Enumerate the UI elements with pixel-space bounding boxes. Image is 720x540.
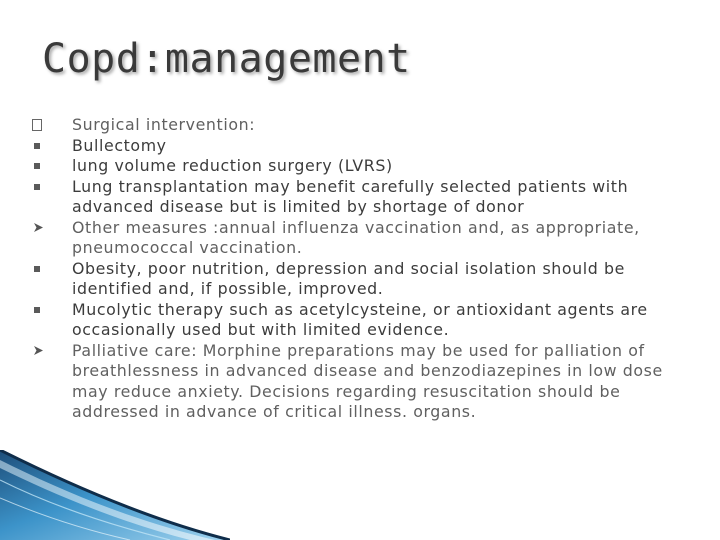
list-item [30, 300, 690, 341]
list-item-text: lung volume reduction surgery (LVRS) [72, 156, 393, 175]
square-bullet-icon [30, 259, 72, 280]
list-item [30, 156, 690, 177]
corner-swoosh-decoration [0, 450, 230, 540]
list-item [30, 177, 690, 218]
box-icon [30, 115, 72, 136]
list-item-text: Surgical intervention: [72, 115, 256, 134]
square-bullet-icon [30, 156, 72, 177]
square-bullet-icon [30, 177, 72, 198]
list-item [30, 218, 690, 259]
list-item-text: Other measures :annual influenza vaccination and, as appropriate, pneumococcal vaccination. [72, 217, 640, 257]
list-item-text: Obesity, poor nutrition, depression and social isolation should be identified and, if possible, improved. [72, 258, 625, 298]
arrow-bullet-icon [30, 341, 72, 362]
slide-title: Copd:management [42, 36, 411, 82]
list-item-text: Mucolytic therapy such as acetylcysteine, or antioxidant agents are occasionally used but with limited evidence. [72, 299, 648, 339]
list-item-text: Bullectomy [72, 135, 167, 155]
square-bullet-icon [30, 136, 72, 157]
list-item-text: Palliative care: Morphine preparations may be used for palliation of breathlessness in advanced disease and benzodiazepines in low dose may reduce anxiety. Decisions regarding resuscitation should be addressed in advance of critical illness. organs. [72, 340, 663, 421]
square-bullet-icon [30, 300, 72, 321]
list-item-text: Lung transplantation may benefit carefully selected patients with advanced disease but is limited by shortage of donor [72, 176, 629, 216]
arrow-bullet-icon [30, 218, 72, 239]
list-item [30, 115, 690, 136]
list-item [30, 136, 690, 157]
list-item [30, 259, 690, 300]
list-item [30, 341, 690, 423]
bullet-list [30, 115, 690, 423]
